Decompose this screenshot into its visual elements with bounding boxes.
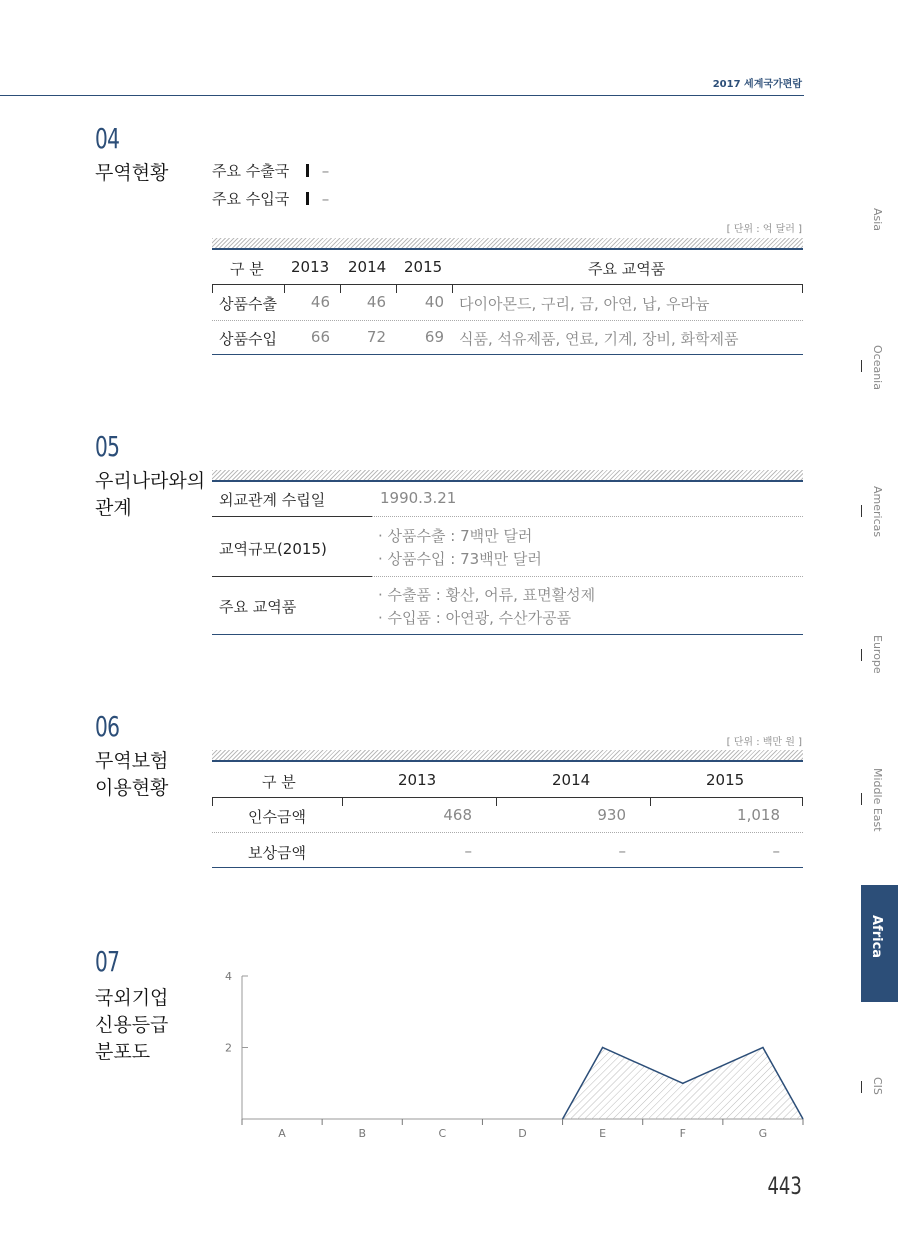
- value-2013: 66: [310, 328, 330, 346]
- trade-items: 식품, 석유제품, 연료, 기계, 장비, 화학제품: [459, 330, 739, 348]
- export-country-value: –: [321, 162, 330, 180]
- table-hatch: [212, 470, 803, 480]
- data-point: [682, 1082, 684, 1084]
- import-country-value: –: [321, 190, 330, 208]
- row-label: 외교관계 수립일: [219, 491, 326, 509]
- col-tick: [650, 797, 651, 806]
- table-hatch: [212, 238, 803, 248]
- section-number-04: 04: [95, 122, 120, 155]
- section-number-05: 05: [95, 430, 120, 463]
- row-label: 상품수출: [219, 295, 277, 313]
- row-divider: [372, 516, 803, 517]
- x-tick-label: F: [679, 1127, 686, 1140]
- col-tick: [802, 797, 803, 806]
- value-2015: –: [772, 842, 780, 860]
- th-2015: 2015: [404, 258, 443, 276]
- th-2014: 2014: [552, 771, 591, 789]
- side-nav-europe[interactable]: Europe: [871, 635, 884, 674]
- value-2013: 468: [443, 806, 472, 824]
- section-number-07: 07: [95, 945, 120, 978]
- th-category: 구 분: [262, 773, 296, 791]
- side-nav-africa: Africa: [869, 915, 884, 959]
- x-tick-label: G: [758, 1127, 768, 1140]
- th-items: 주요 교역품: [588, 260, 666, 278]
- side-nav-marker: [861, 360, 862, 372]
- col-tick: [452, 284, 453, 293]
- section-title-07-line1: 국외기업: [95, 987, 169, 1009]
- import-country-row: [212, 188, 329, 209]
- import-country-label: 주요 수입국: [212, 190, 290, 208]
- row-label: 보상금액: [248, 844, 306, 862]
- section-title-07-line3: 분포도: [95, 1041, 151, 1063]
- value-2014: 46: [366, 293, 386, 311]
- header-rule: [0, 95, 804, 96]
- header-rule: [212, 797, 803, 798]
- label-bar: [306, 164, 309, 177]
- row-value: 1990.3.21: [380, 489, 457, 507]
- table-top-rule: [212, 760, 803, 762]
- row-value-line1: · 상품수출 : 7백만 달러: [378, 527, 533, 545]
- side-nav-asia[interactable]: Asia: [871, 208, 884, 232]
- col-tick: [340, 284, 341, 293]
- x-tick-label: C: [438, 1127, 447, 1140]
- section-title-05-line2: 관계: [95, 497, 132, 519]
- th-2014: 2014: [348, 258, 387, 276]
- y-tick-label: 2: [225, 1041, 232, 1055]
- value-2015: 1,018: [737, 806, 780, 824]
- value-2015: 69: [424, 328, 444, 346]
- side-nav-middle-east[interactable]: Middle East: [871, 768, 884, 832]
- side-nav-oceania[interactable]: Oceania: [871, 345, 884, 390]
- col-tick: [284, 284, 285, 293]
- col-tick: [496, 797, 497, 806]
- label-divider: [212, 576, 372, 577]
- row-label: 상품수입: [219, 330, 277, 348]
- col-tick: [212, 284, 213, 293]
- row-label: 교역규모(2015): [219, 540, 327, 558]
- row-label: 주요 교역품: [219, 598, 297, 616]
- data-point: [762, 1047, 764, 1049]
- th-2013: 2013: [398, 771, 437, 789]
- export-country-row: [212, 160, 329, 181]
- row-divider: [212, 320, 803, 321]
- trade-unit: [ 단위 : 억 달러 ]: [726, 224, 802, 235]
- section-number-06: 06: [95, 710, 120, 743]
- x-tick-label: D: [518, 1127, 527, 1140]
- export-country-label: 주요 수출국: [212, 162, 290, 180]
- value-2014: 930: [597, 806, 626, 824]
- th-category: 구 분: [230, 260, 264, 278]
- col-tick: [802, 284, 803, 293]
- insurance-unit: [ 단위 : 백만 원 ]: [726, 737, 802, 748]
- header-rule: [212, 284, 803, 285]
- side-nav-active-tab[interactable]: [861, 885, 898, 1002]
- table-hatch: [212, 750, 803, 760]
- y-tick-label: 4: [225, 970, 232, 983]
- side-nav-marker: [861, 1081, 862, 1093]
- th-2013: 2013: [291, 258, 330, 276]
- col-tick: [396, 284, 397, 293]
- row-divider: [372, 576, 803, 577]
- side-nav-marker: [861, 649, 862, 661]
- value-2013: –: [464, 842, 472, 860]
- x-tick-label: E: [599, 1127, 607, 1140]
- value-2015: 40: [424, 293, 444, 311]
- col-tick: [342, 797, 343, 806]
- value-2013: 46: [310, 293, 330, 311]
- trade-items: 다이아몬드, 구리, 금, 아연, 납, 우라늄: [459, 295, 710, 313]
- label-divider: [212, 516, 372, 517]
- x-tick-label: A: [278, 1127, 286, 1140]
- side-nav-marker: [861, 505, 862, 517]
- row-value-line2: · 상품수입 : 73백만 달러: [378, 550, 542, 568]
- row-label: 인수금액: [248, 808, 306, 826]
- row-divider: [212, 832, 803, 833]
- side-nav-cis[interactable]: CIS: [871, 1077, 884, 1095]
- table-top-rule: [212, 248, 803, 250]
- data-point: [602, 1047, 604, 1049]
- table-top-rule: [212, 480, 803, 482]
- page-number: 443: [767, 1172, 802, 1200]
- running-header: 2017 세계국가편람: [712, 79, 802, 90]
- section-title-07-line2: 신용등급: [95, 1014, 169, 1036]
- row-value-line2: · 수입품 : 아연광, 수산가공품: [378, 609, 572, 627]
- col-tick: [212, 797, 213, 806]
- section-title-06-line1: 무역보험: [95, 750, 169, 772]
- table-bottom-rule: [212, 634, 803, 635]
- x-tick-label: B: [358, 1127, 366, 1140]
- side-nav-marker: [861, 793, 862, 805]
- section-title-05-line1: 우리나라와의: [95, 470, 206, 492]
- section-title-06-line2: 이용현황: [95, 777, 169, 799]
- th-2015: 2015: [706, 771, 745, 789]
- label-bar: [306, 192, 309, 205]
- table-bottom-rule: [212, 354, 803, 355]
- value-2014: –: [618, 842, 626, 860]
- table-bottom-rule: [212, 867, 803, 868]
- value-2014: 72: [366, 328, 386, 346]
- row-value-line1: · 수출품 : 황산, 어류, 표면활성제: [378, 586, 596, 604]
- side-nav-americas[interactable]: Americas: [871, 486, 884, 538]
- section-title-04: 무역현황: [95, 162, 169, 184]
- credit-rating-chart: [210, 970, 810, 1150]
